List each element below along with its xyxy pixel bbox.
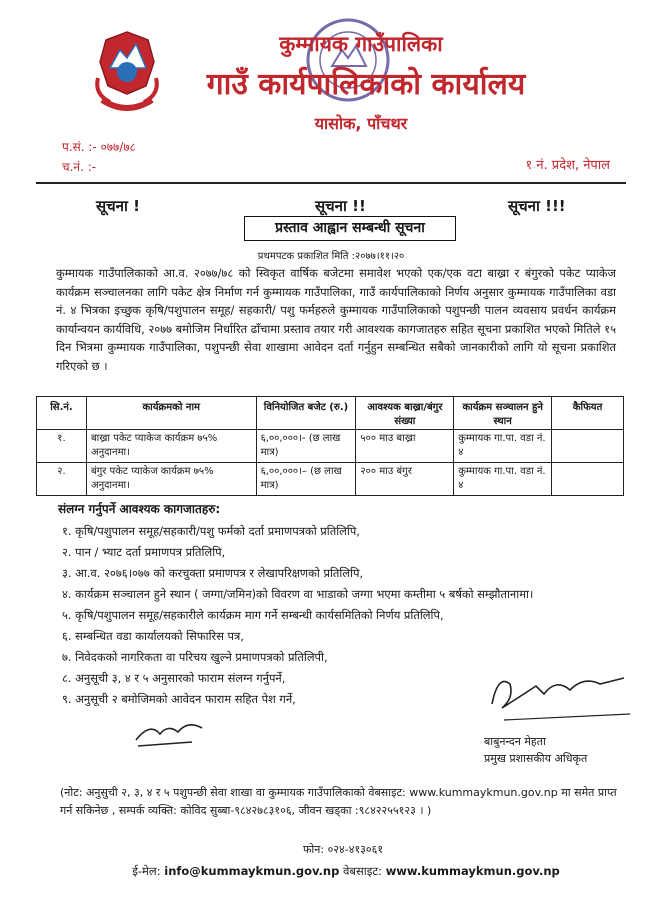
- list-item: ६. सम्बन्धित वडा कार्यालयको सिफारिस पत्र,: [62, 629, 244, 643]
- program-table: [36, 396, 624, 496]
- header-divider: [36, 182, 626, 184]
- notice-label-1: सूचना !: [96, 197, 140, 215]
- table-header-row: [37, 397, 624, 430]
- email-label: ई-मेल:: [132, 864, 161, 878]
- list-item: ५. कृषि/पशुपालन समूह/सहकारीले कार्यक्रम माग गर्ने सम्बन्धी कार्यसमितिको निर्णय प्रतिलिपि,: [62, 608, 444, 622]
- table-cell: बंगुर पकेट प्याकेज कार्यक्रम ७५% अनुदानमा।: [86, 463, 256, 496]
- table-cell: ५०० माउ बाख्रा: [356, 430, 454, 463]
- table-cell: [552, 430, 624, 463]
- email-link[interactable]: info@kummaykmun.gov.np: [164, 864, 340, 878]
- first-published-date: प्रथमपटक प्रकाशित मिति :२०७७।११।२०: [257, 251, 405, 262]
- table-cell: ६,००,०००।– (छ लाख मात्र): [256, 463, 356, 496]
- notice-label-3: सूचना !!!: [508, 197, 566, 215]
- table-cell: कुम्मायक गा.पा. वडा नं. ४: [454, 463, 552, 496]
- table-cell: [552, 463, 624, 496]
- list-item: ७. निवेदकको नागरिकता वा परिचय खुल्ने प्रमाणपत्रको प्रतिलिपी,: [62, 650, 328, 664]
- table-cell: १.: [37, 430, 87, 463]
- handwritten-initial-icon: [132, 716, 212, 750]
- table-header-cell: कार्यक्रमको नाम: [86, 397, 256, 430]
- officer-signature-icon: [484, 664, 634, 726]
- office-name: गाउँ कार्यपालिकाको कार्यालय: [206, 67, 526, 102]
- list-item: ९. अनुसूची २ बमोजिमको आवेदन फाराम सहित पेश गर्ने,: [62, 692, 296, 706]
- table-header-cell: विनियोजित बजेट (रु.): [256, 397, 356, 430]
- dispatch-number: च.नं. :-: [62, 160, 97, 174]
- table-cell: ६,००,०००।- (छ लाख मात्र): [256, 430, 356, 463]
- notice-title: प्रस्ताव आह्वान सम्बन्धी सूचना: [244, 216, 456, 241]
- table-cell: कुम्मायक गा.पा. वडा नं. ४: [454, 430, 552, 463]
- footer-contact: [0, 864, 662, 879]
- table-row: [37, 463, 624, 496]
- table-row: [37, 430, 624, 463]
- officer-title: प्रमुख प्रशासकीय अधिकृत: [484, 752, 588, 765]
- website-link[interactable]: www.kummaykmun.gov.np: [385, 864, 560, 878]
- website-label: वेबसाइट:: [343, 864, 383, 878]
- table-header-cell: कार्यक्रम सञ्चालन हुने स्थान: [454, 397, 552, 430]
- list-item: ४. कार्यक्रम सञ्चालन हुने स्थान ( जग्गा/जमिन)को विवरण वा भाडाको जग्गा भएमा कम्तीमा ५ बर्षको सम्झौतानामा।: [62, 587, 534, 601]
- table-header-cell: आवश्यक बाख्रा/बंगुर संख्या: [356, 397, 454, 430]
- notice-body: कुम्मायक गाउँपालिकाको आ.व. २०७७/७८ को स्विकृत वार्षिक बजेटमा समावेश भएको एक/एक वटा बाख्रा र बंगुरको पकेट प्याकेज कार्यक्रम सञ्चालनका लागि पकेट क्षेत्र निर्माण गर्न कुम्मायक गाउँपालिका, गाउँ कार्यपालिकाको निर्णय अनुसार कुम्मायक गाउँपालिका वडा नं. ४ भित्रका इच्छुक कृषि/पशुपालन समूह/ सहकारी/ पशु फर्महरुले कुम्मायक गाउँपालिकाको पशुपन्छी पालन व्यवसाय प्रवर्धन कार्यक्रम कार्यान्वयन कार्यविधि, २०७७ बमोजिम निर्धारित ढाँचामा प्रस्ताव तयार गरी आवश्यक कागजातहरु सहित सूचना प्रकाशित भएको मितिले १५ दिन भित्रमा कुम्मायक गाउँपालिका, पशुपन्छी सेवा शाखामा आवेदन दर्ता गर्नुहुन सम्बन्धित सबैको जानकारीको लागि यो सूचना प्रकाशित गरिएको छ ।: [56, 266, 616, 373]
- table-cell: २.: [37, 463, 87, 496]
- officer-name: बाबुनन्दन मेहता: [484, 735, 546, 748]
- province-label: १ नं. प्रदेश, नेपाल: [525, 158, 610, 173]
- table-header-cell: कैफियत: [552, 397, 624, 430]
- list-item: २. पान / भ्याट दर्ता प्रमाणपत्र प्रतिलिपि,: [62, 545, 226, 559]
- reference-number: प.सं. :- ०७७/७८: [62, 140, 136, 154]
- notice-label-2: सूचना !!: [315, 197, 366, 215]
- list-item: ३. आ.व. २०७६।०७७ को करचुक्ता प्रमाणपत्र र लेखापरिक्षणको प्रतिलिपि,: [62, 566, 364, 580]
- table-header-cell: सि.नं.: [37, 397, 87, 430]
- required-documents-heading: संलग्न गर्नुपर्ने आवश्यक कागजातहरु:: [58, 502, 221, 516]
- office-location: यासोक, पाँचथर: [314, 114, 408, 133]
- list-item: १. कृषि/पशुपालन समूह/सहकारी/पशु फर्मको दर्ता प्रमाणपत्रको प्रतिलिपि,: [62, 524, 360, 538]
- table-cell: बाख्रा पकेट प्याकेज कार्यक्रम ७५% अनुदानमा।: [86, 430, 256, 463]
- municipality-name: कुम्मायक गाउँपालिका: [279, 32, 443, 56]
- contact-note: (नोट: अनुसुची २, ३, ४ र ५ पशुपन्छी सेवा शाखा वा कुम्मायक गाउँपालिकाको वेबसाइट: www.kummaykmun.gov.np मा समेत प्राप्त गर्न सकिनेछ , सम्पर्क व्यक्ति: कोविद सुब्बा-९८४२७८३१०६, जीवन खड्का :९८४२२५५१२३ । ): [60, 786, 617, 817]
- footer-phone: फोन: ०२४-४१३०६१: [302, 843, 384, 856]
- list-item: ८. अनुसूची ३, ४ र ५ अनुसारको फाराम संलग्न गर्नुपर्ने,: [62, 671, 286, 685]
- table-cell: २०० माउ बंगुर: [356, 463, 454, 496]
